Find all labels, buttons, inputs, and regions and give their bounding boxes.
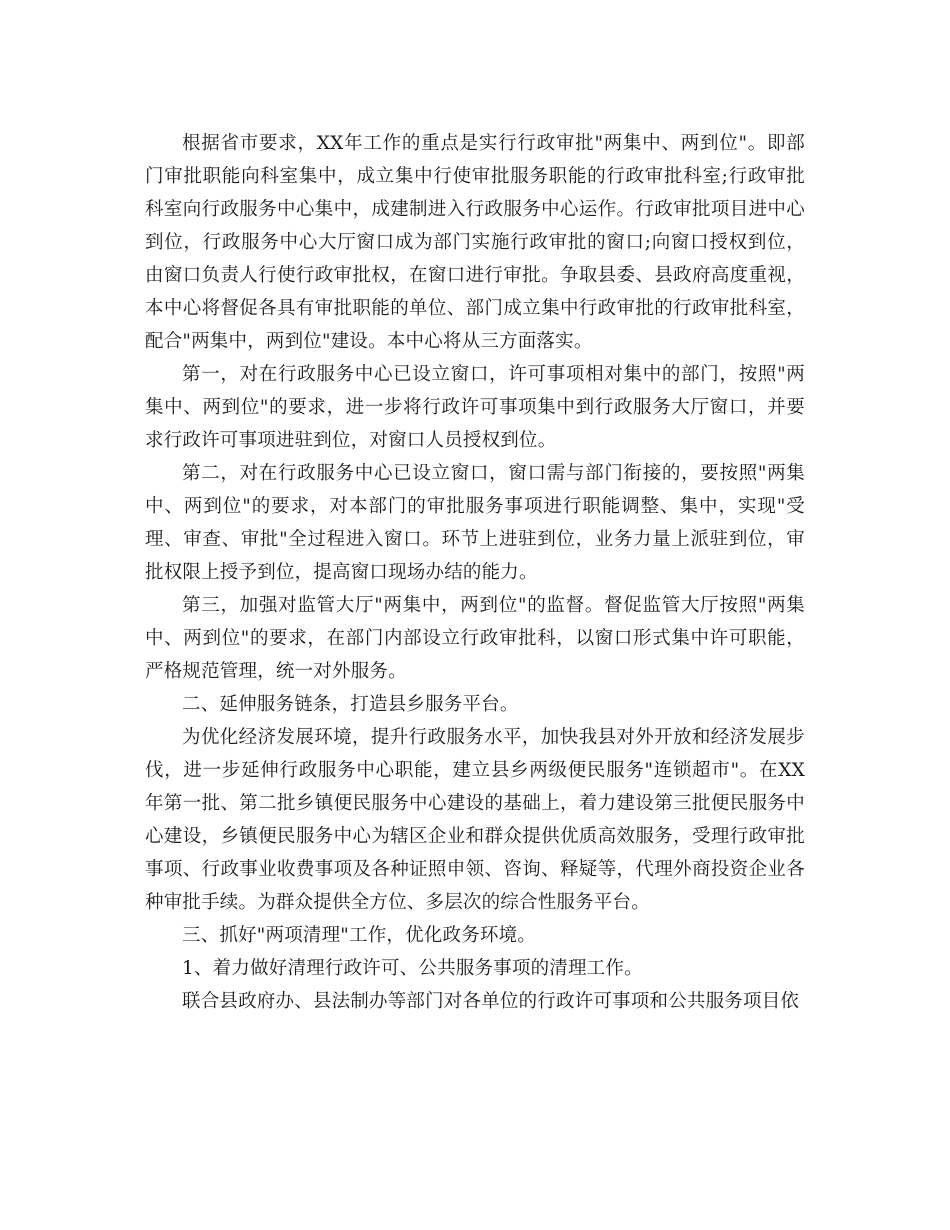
paragraph-third: 第三，加强对监管大厅"两集中，两到位"的监督。督促监管大厅按照"两集中、两到位"的要求，在部门内部设立行政审批科，以窗口形式集中许可职能，严格规范管理，统一对外服务。 (145, 595, 805, 682)
section-heading-3: 三、抓好"两项清理"工作，优化政务环境。 (182, 925, 537, 946)
section-heading-2: 二、延伸服务链条，打造县乡服务平台。 (182, 694, 519, 715)
paragraph-intro: 根据省市要求，XX年工作的重点是实行行政审批"两集中、两到位"。即部门审批职能向科室集中，成立集中行使审批服务职能的行政审批科室;行政审批科室向行政服务中心集中，成建制进入行政服务中心运作。行政审批项目进中心到位，行政服务中心大厅窗口成为部门实施行政审批的窗口;向窗口授权到位，由窗口负责人行使行政审批权，在窗口进行审批。争取县委、县政府高度重视，本中心将督促各具有审批职能的单位、部门成立集中行政审批的行政审批科室，配合"两集中，两到位"建设。本中心将从三方面落实。 (145, 133, 805, 352)
document-page (145, 127, 805, 1018)
paragraph-second: 第二，对在行政服务中心已设立窗口，窗口需与部门衔接的，要按照"两集中、两到位"的要求，对本部门的审批服务事项进行职能调整、集中，实现"受理、审查、审批"全过程进入窗口。环节上进驻到位，业务力量上派驻到位，审批权限上授予到位，提高窗口现场办结的能力。 (145, 463, 805, 583)
paragraph-service-chain: 为优化经济发展环境，提升行政服务水平，加快我县对外开放和经济发展步伐，进一步延伸行政服务中心职能，建立县乡两级便民服务"连锁超市"。在XX年第一批、第二批乡镇便民服务中心建设的基础上，着力建设第三批便民服务中心建设，乡镇便民服务中心为辖区企业和群众提供优质高效服务，受理行政审批事项、行政事业收费事项及各种证照申领、咨询、释疑等，代理外商投资企业各种审批手续。为群众提供全方位、多层次的综合性服务平台。 (145, 727, 805, 913)
subsection-heading-1: 1、着力做好清理行政许可、公共服务事项的清理工作。 (182, 958, 643, 979)
paragraph-first: 第一，对在行政服务中心已设立窗口，许可事项相对集中的部门，按照"两集中、两到位"的要求，进一步将行政许可事项集中到行政服务大厅窗口，并要求行政许可事项进驻到位，对窗口人员授权到位。 (145, 364, 805, 451)
paragraph-joint-review: 联合县政府办、县法制办等部门对各单位的行政许可事项和公共服务项目依 (182, 991, 800, 1012)
